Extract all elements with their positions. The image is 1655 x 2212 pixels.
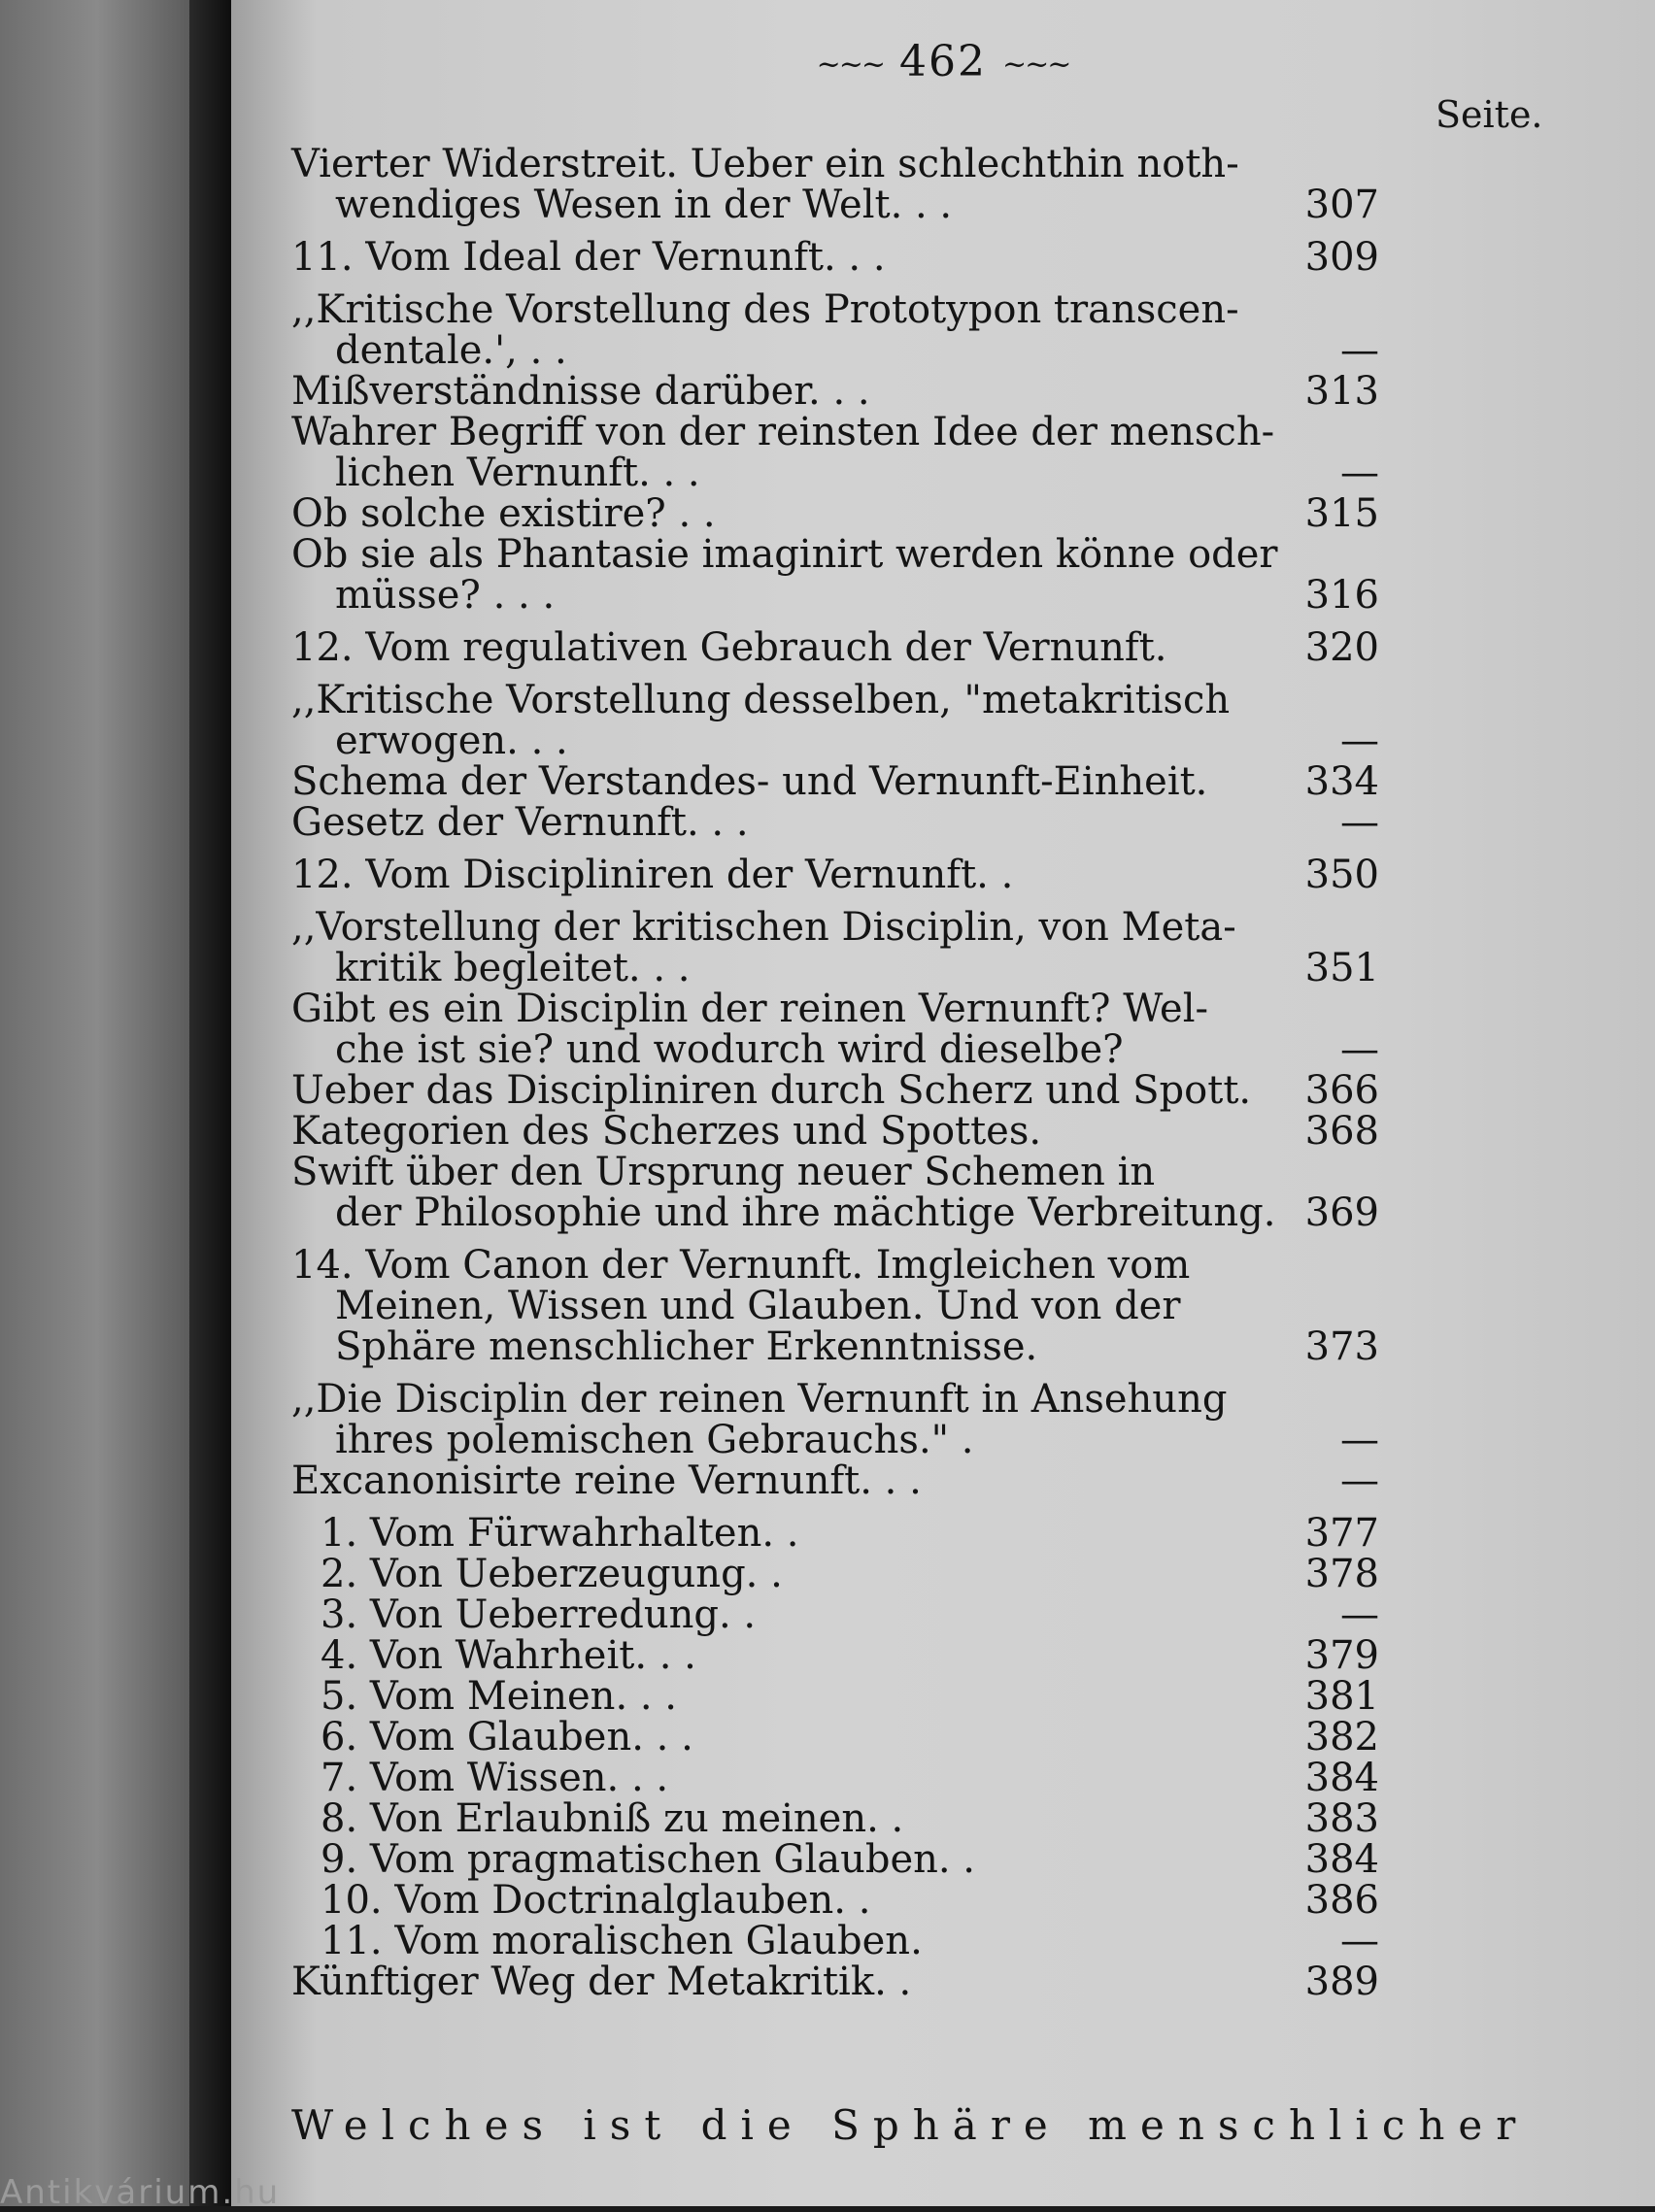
toc-entry-text [291, 802, 1282, 843]
toc-entry-line: Künftiger Weg der Metakritik. . [291, 1960, 912, 2004]
toc-entry [291, 1070, 1379, 1111]
toc-entry-line: ,,Kritische Vorstellung desselben, "metakritisch [291, 678, 1231, 722]
toc-entry-text [291, 1245, 1282, 1367]
toc-entry [291, 144, 1379, 225]
toc-entry-text [291, 989, 1282, 1070]
toc-entry-text [291, 1070, 1282, 1111]
toc-entry-line: che ist sie? und wodurch wird dieselbe? [335, 1027, 1124, 1072]
toc-page-number: 379 [1304, 1633, 1379, 1678]
toc-page-number: 384 [1304, 1756, 1379, 1800]
toc-entry-text [321, 1513, 1282, 1554]
toc-entry [291, 289, 1379, 371]
toc-entry-text [291, 371, 1282, 412]
toc-entry-line: 11. Vom Ideal der Vernunft. . . [291, 235, 886, 280]
toc-page-number: 315 [1304, 491, 1379, 536]
toc-page-number: — [1340, 1418, 1379, 1462]
toc-entry-text [321, 1839, 1282, 1880]
toc-entry-text [291, 289, 1282, 371]
toc-entry [291, 1921, 1379, 1961]
page-number: 462 [899, 37, 987, 86]
toc-entry-line: lichen Vernunft. . . [335, 451, 700, 495]
toc-entry-text [291, 237, 1282, 278]
toc-entry-line: ,,Die Disciplin der reinen Vernunft in Ansehung [291, 1377, 1228, 1422]
toc-page-number: — [1340, 451, 1379, 495]
toc-page-number: 316 [1304, 573, 1379, 618]
toc-entry [291, 1513, 1379, 1554]
toc-entry-line: kritik begleitet. . . [335, 946, 691, 990]
toc-entry [291, 907, 1379, 989]
toc-page-number: — [1340, 719, 1379, 763]
toc-page-number: 377 [1304, 1511, 1379, 1556]
toc-entry-text [321, 1880, 1282, 1921]
toc-entry-text [291, 412, 1282, 493]
toc-entry [291, 1880, 1379, 1921]
toc-entry-line: 9. Vom pragmatischen Glauben. . [321, 1837, 976, 1882]
toc-entry-line: Schema der Verstandes- und Vernunft-Einheit. [291, 759, 1208, 804]
toc-entry [291, 1798, 1379, 1839]
toc-entry [291, 1460, 1379, 1501]
toc-page-number: — [1340, 800, 1379, 845]
seite-label: Seite. [1435, 93, 1543, 136]
toc-entry-line: Ob sie als Phantasie imaginirt werden könne oder [291, 532, 1278, 577]
toc-page-number: — [1340, 1027, 1379, 1072]
toc-entry-text [291, 534, 1282, 616]
toc-entry-text [291, 855, 1282, 895]
toc-entry-line: Mißverständnisse darüber. . . [291, 369, 870, 414]
toc-entry-line: Gibt es ein Disciplin der reinen Vernunft? Wel- [291, 987, 1209, 1031]
toc-page-number: 309 [1304, 235, 1379, 280]
toc-entry-line: 10. Vom Doctrinalglauben. . [321, 1878, 871, 1923]
toc-entry-line: ihres polemischen Gebrauchs." . [335, 1418, 974, 1462]
toc-entry-text [291, 1961, 1282, 2002]
toc-entry [291, 1152, 1379, 1233]
toc-entry [291, 761, 1379, 802]
toc-entry-text [321, 1676, 1282, 1717]
toc-entry-text [291, 1460, 1282, 1501]
toc-page-number: — [1340, 1919, 1379, 1963]
toc-entry-line: 7. Vom Wissen. . . [321, 1756, 669, 1800]
toc-page-number: 382 [1304, 1715, 1379, 1760]
toc-entry-text [291, 627, 1282, 668]
toc-entry [291, 1245, 1379, 1367]
toc-page-number: 386 [1304, 1878, 1379, 1923]
toc-page-number: 369 [1304, 1190, 1379, 1235]
footer-line: Welches ist die Sphäre menschlicher [291, 2101, 1530, 2149]
toc-page-number: 373 [1304, 1324, 1379, 1369]
toc-page-number: 366 [1304, 1068, 1379, 1113]
toc-entry-line: Sphäre menschlicher Erkenntnisse. [335, 1324, 1038, 1369]
toc-entry-text [321, 1594, 1282, 1635]
toc-entry-line: 11. Vom moralischen Glauben. [321, 1919, 923, 1963]
toc-entry-line: Swift über den Ursprung neuer Schemen in [291, 1150, 1156, 1194]
page-header [231, 37, 1655, 86]
toc-entry-line: 6. Vom Glauben. . . [321, 1715, 693, 1760]
toc-entry-line: Ueber das Discipliniren durch Scherz und Spott. [291, 1068, 1252, 1113]
toc-page-number: 389 [1304, 1960, 1379, 2004]
toc-entry-text [291, 493, 1282, 534]
toc-entry-text [291, 680, 1282, 761]
toc-entry [291, 680, 1379, 761]
toc-entry-text [291, 907, 1282, 989]
toc-entry-line: ,,Vorstellung der kritischen Disciplin, von Meta- [291, 905, 1236, 950]
toc-entry [291, 1676, 1379, 1717]
toc-entry [291, 1554, 1379, 1594]
toc-entry [291, 1594, 1379, 1635]
toc-entry-line: ,,Kritische Vorstellung des Prototypon transcen- [291, 287, 1239, 332]
toc-page-number: 320 [1304, 625, 1379, 670]
toc-entry [291, 1961, 1379, 2002]
toc-entry-text [321, 1758, 1282, 1798]
toc-entry [291, 493, 1379, 534]
toc-page-number: 381 [1304, 1674, 1379, 1719]
toc-entry-text [321, 1554, 1282, 1594]
toc-entry-text [321, 1921, 1282, 1961]
toc-page-number: 334 [1304, 759, 1379, 804]
toc-entry-line: 12. Vom regulativen Gebrauch der Vernunft. [291, 625, 1167, 670]
toc-entry [291, 1379, 1379, 1460]
toc-entry-line: 4. Von Wahrheit. . . [321, 1633, 696, 1678]
toc-entry-line: Ob solche existire? . . [291, 491, 716, 536]
toc-entry-line: Kategorien des Scherzes und Spottes. [291, 1109, 1042, 1154]
toc-entry-line: 12. Vom Discipliniren der Vernunft. . [291, 853, 1014, 897]
toc-entry [291, 412, 1379, 493]
toc-entry [291, 1758, 1379, 1798]
toc-page-number: 307 [1304, 183, 1379, 227]
toc-entry-text [321, 1717, 1282, 1758]
toc-entry-line: Wahrer Begriff von der reinsten Idee der mensch- [291, 410, 1275, 454]
toc-page-number: 383 [1304, 1796, 1379, 1841]
toc-entry [291, 237, 1379, 278]
toc-page-number: — [1340, 1458, 1379, 1503]
toc-entry-line: Meinen, Wissen und Glauben. Und von der [335, 1284, 1181, 1328]
ornament-left: ~~~ [816, 48, 884, 82]
toc-entry-text [291, 1152, 1282, 1233]
toc-page-number: — [1340, 1592, 1379, 1637]
toc-page-number: 378 [1304, 1552, 1379, 1596]
toc-entry-line: 8. Von Erlaubniß zu meinen. . [321, 1796, 904, 1841]
book-gutter [189, 0, 233, 2206]
toc-entry-line: wendiges Wesen in der Welt. . . [335, 183, 953, 227]
toc-entry-line: müsse? . . . [335, 573, 556, 618]
toc-page-number: 351 [1304, 946, 1379, 990]
toc-page-number: 384 [1304, 1837, 1379, 1882]
toc-entry-line: Gesetz der Vernunft. . . [291, 800, 749, 845]
toc-entry [291, 989, 1379, 1070]
toc-entry-text [291, 144, 1282, 225]
watermark: Antikvárium.hu [0, 2173, 281, 2212]
toc-entry-text [291, 1379, 1282, 1460]
toc-entry [291, 1717, 1379, 1758]
toc-entry [291, 802, 1379, 843]
toc-entry [291, 371, 1379, 412]
table-of-contents [291, 144, 1379, 2002]
toc-entry-text [321, 1798, 1282, 1839]
toc-page-number: — [1340, 328, 1379, 373]
toc-entry [291, 855, 1379, 895]
toc-entry-line: Vierter Widerstreit. Ueber ein schlechthin noth- [291, 142, 1239, 186]
toc-entry-line: 2. Von Ueberzeugung. . [321, 1552, 783, 1596]
toc-entry-line: der Philosophie und ihre mächtige Verbreitung. [335, 1190, 1276, 1235]
toc-entry-line: dentale.', . . [335, 328, 567, 373]
toc-entry-text [321, 1635, 1282, 1676]
toc-entry-line: 5. Vom Meinen. . . [321, 1674, 678, 1719]
toc-entry [291, 627, 1379, 668]
ornament-right: ~~~ [1001, 48, 1070, 82]
toc-entry [291, 534, 1379, 616]
toc-page-number: 313 [1304, 369, 1379, 414]
toc-entry-line: 3. Von Ueberredung. . [321, 1592, 757, 1637]
toc-entry [291, 1111, 1379, 1152]
toc-page-number: 350 [1304, 853, 1379, 897]
toc-entry-text [291, 761, 1282, 802]
toc-entry-line: 1. Vom Fürwahrhalten. . [321, 1511, 799, 1556]
toc-entry-text [291, 1111, 1282, 1152]
toc-entry [291, 1839, 1379, 1880]
toc-page-number: 368 [1304, 1109, 1379, 1154]
toc-entry-line: Excanonisirte reine Vernunft. . . [291, 1458, 922, 1503]
toc-entry-line: erwogen. . . [335, 719, 568, 763]
toc-entry-line: 14. Vom Canon der Vernunft. Imgleichen vom [291, 1243, 1191, 1288]
toc-entry [291, 1635, 1379, 1676]
